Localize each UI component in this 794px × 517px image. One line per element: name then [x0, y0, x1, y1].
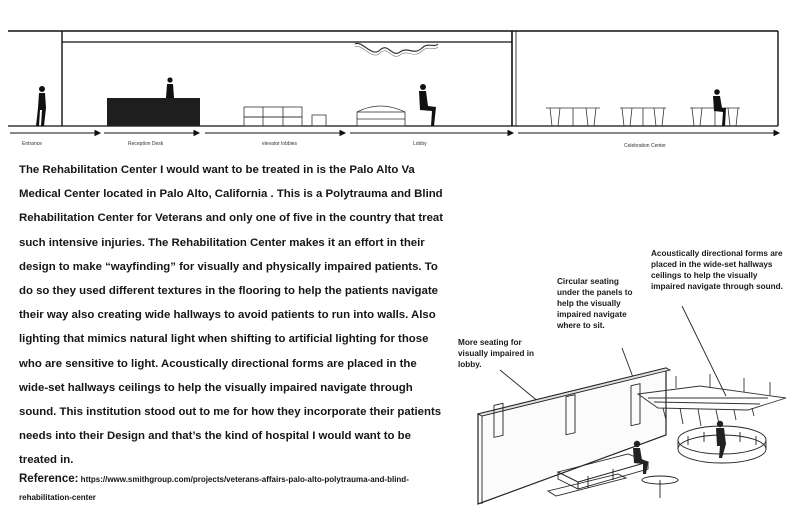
annotation-lobby-seating: More seating for visually impaired in lobby. [458, 338, 534, 369]
elevator-lobby-bench [244, 107, 326, 126]
label-elevator-lobbies: elevator lobbies [262, 141, 298, 147]
label-celebration-center: Celebration Center [624, 143, 666, 149]
celebration-tables [546, 108, 740, 126]
leader-circular [622, 348, 634, 380]
receptionist-figure [166, 77, 174, 98]
label-lobby: Lobby [413, 141, 427, 147]
lobby-perspective-drawing [448, 248, 794, 512]
zone-arrows [10, 131, 779, 136]
section-drawing [0, 0, 794, 160]
description-paragraph: The Rehabilitation Center I would want to be treated in is the Palo Alto Va Medical Center located in Palo Alto, California . This is a Polytrauma and Blind Rehabilitation Center for Veterans and only one of five in the country that treat such intensive injuries. The Rehabilitation Center makes it an effort in their design to make “wayfinding” for visually and physically impaired patients. To do so they used different textures in the flooring to help the patients navigate their way also creating wide hallways to avoid patients to run into walls. Also lighting that mimics natural light when shifting to artificial lighting for those who are sensitive to light. Acoustically directional forms are placed in the wide-set hallways ceilings to help the visually impaired navigate through sound. This institution stood out to me for how they incorporate their patients needs into their Design and that’s the kind of hospital I would want to be treated in. [19, 164, 444, 467]
lobby-table [642, 476, 678, 498]
annotation-circular-seating: Circular seating under the panels to help the visually impaired navigate where to sit. [557, 277, 633, 330]
lobby-circular-seating [357, 106, 405, 126]
lobby-wall [478, 368, 670, 504]
leader-acoustic [682, 306, 726, 396]
section-svg [0, 0, 794, 160]
perspective-svg [448, 248, 794, 512]
seated-figure-bench [633, 441, 648, 474]
label-entrance: Entrance [22, 141, 43, 147]
reference-label: Reference: [19, 473, 79, 485]
seated-person-figure [419, 84, 436, 126]
label-reception-desk: Reception Desk [128, 141, 164, 147]
reference-link[interactable]: https://www.smithgroup.com/projects/veterans-affairs-palo-alto-polytrauma-and-blind-rehabilitation-center [19, 475, 409, 502]
annotation-acoustic-forms: Acoustically directional forms are placed in the wide-set hallways ceilings to help the visually impaired navigate through sound. [651, 249, 783, 291]
standing-person-figure [36, 86, 46, 126]
reception-desk [107, 98, 200, 126]
reference [19, 470, 449, 507]
